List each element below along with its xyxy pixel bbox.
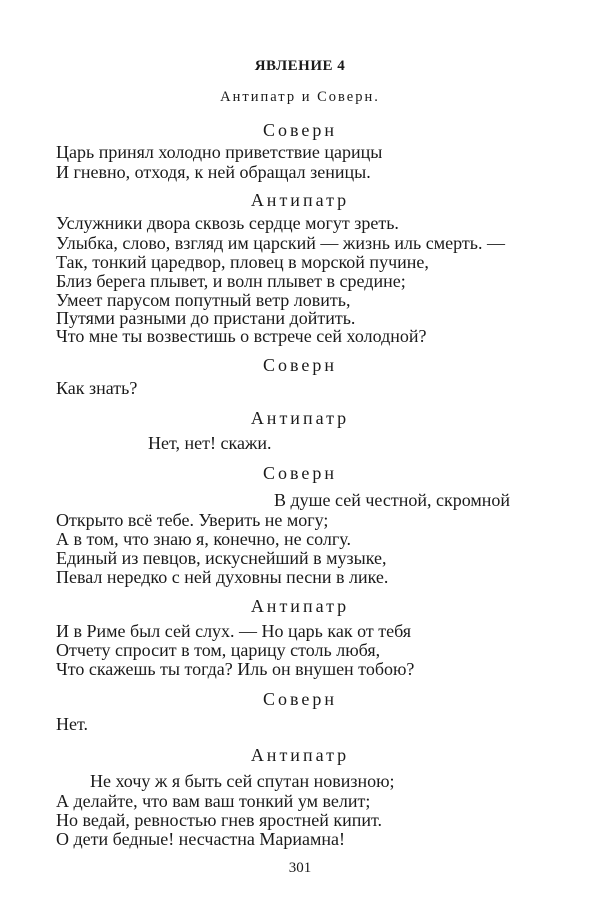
verse-line: О дети бедные! несчастна Мариамна! (56, 829, 346, 849)
page-number: 301 (288, 860, 312, 876)
verse-line: Нет, нет! скажи. (148, 433, 272, 453)
verse-line: Но ведай, ревностью гнев яростней кипит. (56, 810, 383, 830)
verse-line: Не хочу ж я быть сей спутан новизною; (90, 771, 395, 791)
verse-line: А в том, что знаю я, конечно, не солгу. (56, 529, 351, 549)
characters-line: Антипатр и Соверн. (220, 89, 380, 105)
verse-line: И в Риме был сей слух. — Но царь как от тебя (56, 621, 412, 641)
speaker-name: Соверн (262, 689, 338, 709)
speaker-name: Антипатр (250, 408, 350, 428)
verse-line: Певал нередко с ней духовны песни в лике. (56, 567, 389, 587)
verse-line: Единый из певцов, искуснейший в музыке, (56, 548, 387, 568)
verse-line: Что скажешь ты тогда? Иль он внушен тобою? (56, 659, 415, 679)
scene-title: ЯВЛЕНИЕ 4 (254, 58, 346, 74)
verse-line: А делайте, что вам ваш тонкий ум велит; (56, 791, 371, 811)
verse-line: Услужники двора сквозь сердце могут зреть. (56, 213, 399, 233)
verse-line: Что мне ты возвестишь о встрече сей холодной? (56, 326, 427, 346)
verse-line: Близ берега плывет, и волн плывет в средине; (56, 271, 406, 291)
verse-line: Царь принял холодно приветствие царицы (56, 142, 383, 162)
verse-line: Улыбка, слово, взгляд им царский — жизнь иль смерть. — (56, 233, 505, 253)
verse-line: Открыто всё тебе. Уверить не могу; (56, 510, 329, 530)
speaker-name: Антипатр (250, 745, 350, 765)
verse-line: Отчету спросит в том, царицу столь любя, (56, 640, 381, 660)
speaker-name: Соверн (262, 120, 338, 140)
verse-line: В душе сей честной, скромной (274, 490, 511, 510)
verse-line: Умеет парусом попутный ветр ловить, (56, 290, 351, 310)
verse-line: Нет. (56, 714, 89, 734)
verse-line: Так, тонкий царедвор, пловец в морской пучине, (56, 252, 429, 272)
speaker-name: Антипатр (250, 190, 350, 210)
speaker-name: Соверн (262, 355, 338, 375)
speaker-name: Соверн (262, 463, 338, 483)
verse-line: Путями разными до пристани дойтить. (56, 308, 356, 328)
verse-line: Как знать? (56, 378, 138, 398)
verse-line: И гневно, отходя, к ней обращал зеницы. (56, 162, 371, 182)
speaker-name: Антипатр (250, 596, 350, 616)
